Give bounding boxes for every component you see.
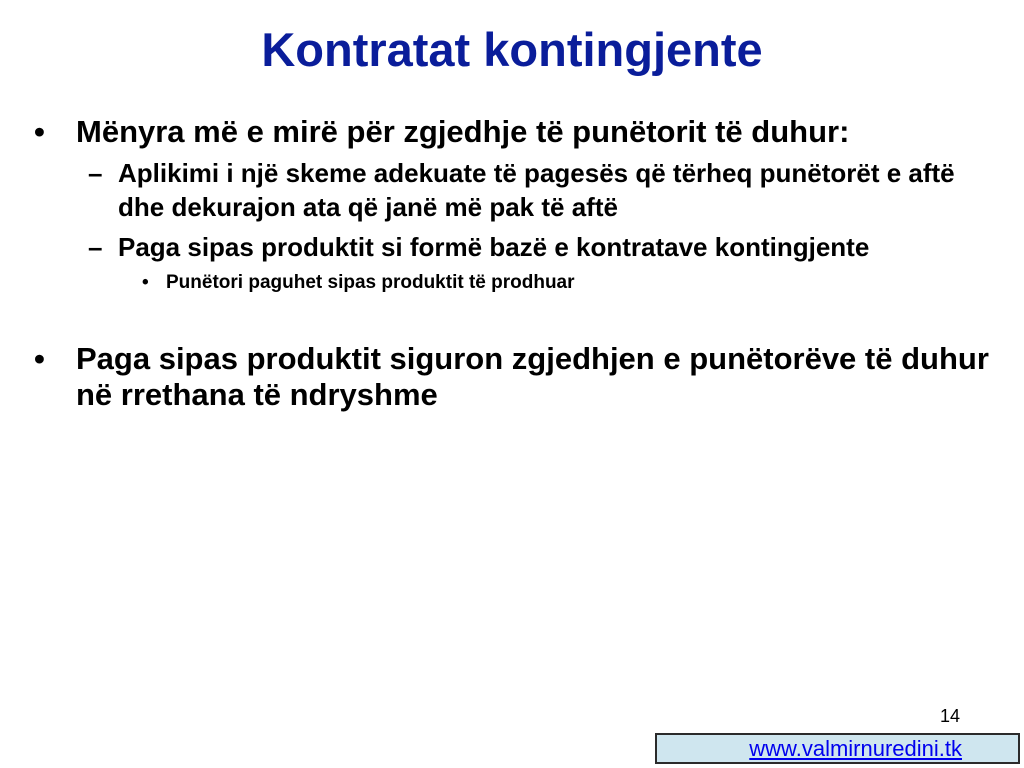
bullet-marker: •	[142, 272, 149, 293]
website-link[interactable]: www.valmirnuredini.tk	[749, 736, 962, 761]
slide-title: Kontratat kontingjente	[261, 23, 763, 76]
bullet-list	[30, 114, 990, 413]
bullet-item-2	[30, 341, 990, 413]
bullet-text: Paga sipas produktit siguron zgjedhjen e punëtorëve të duhur në rrethana të ndryshme	[76, 341, 989, 412]
bullet-marker: •	[34, 114, 45, 149]
bullet-text: Mënyra më e mirë për zgjedhje të punëtorit të duhur:	[76, 114, 850, 149]
sub-bullet-item-2	[30, 230, 990, 264]
bullet-marker: •	[34, 341, 45, 376]
footer-link-box	[655, 733, 1020, 764]
sub-bullet-item-1	[30, 156, 990, 224]
sub-sub-bullet-text: Punëtori paguhet sipas produktit të prodhuar	[166, 272, 575, 293]
dash-marker: –	[88, 232, 103, 262]
sub-bullet-text: Paga sipas produktit si formë bazë e kontratave kontingjente	[118, 232, 870, 262]
bullet-item-1	[30, 114, 990, 150]
sub-bullet-text: Aplikimi i një skeme adekuate të pagesës që tërheq punëtorët e aftë dhe dekurajon ata që janë më pak të aftë	[118, 158, 955, 222]
page-number: 14	[940, 706, 961, 726]
dash-marker: –	[88, 158, 103, 188]
sub-sub-bullet-item-1	[30, 270, 990, 296]
